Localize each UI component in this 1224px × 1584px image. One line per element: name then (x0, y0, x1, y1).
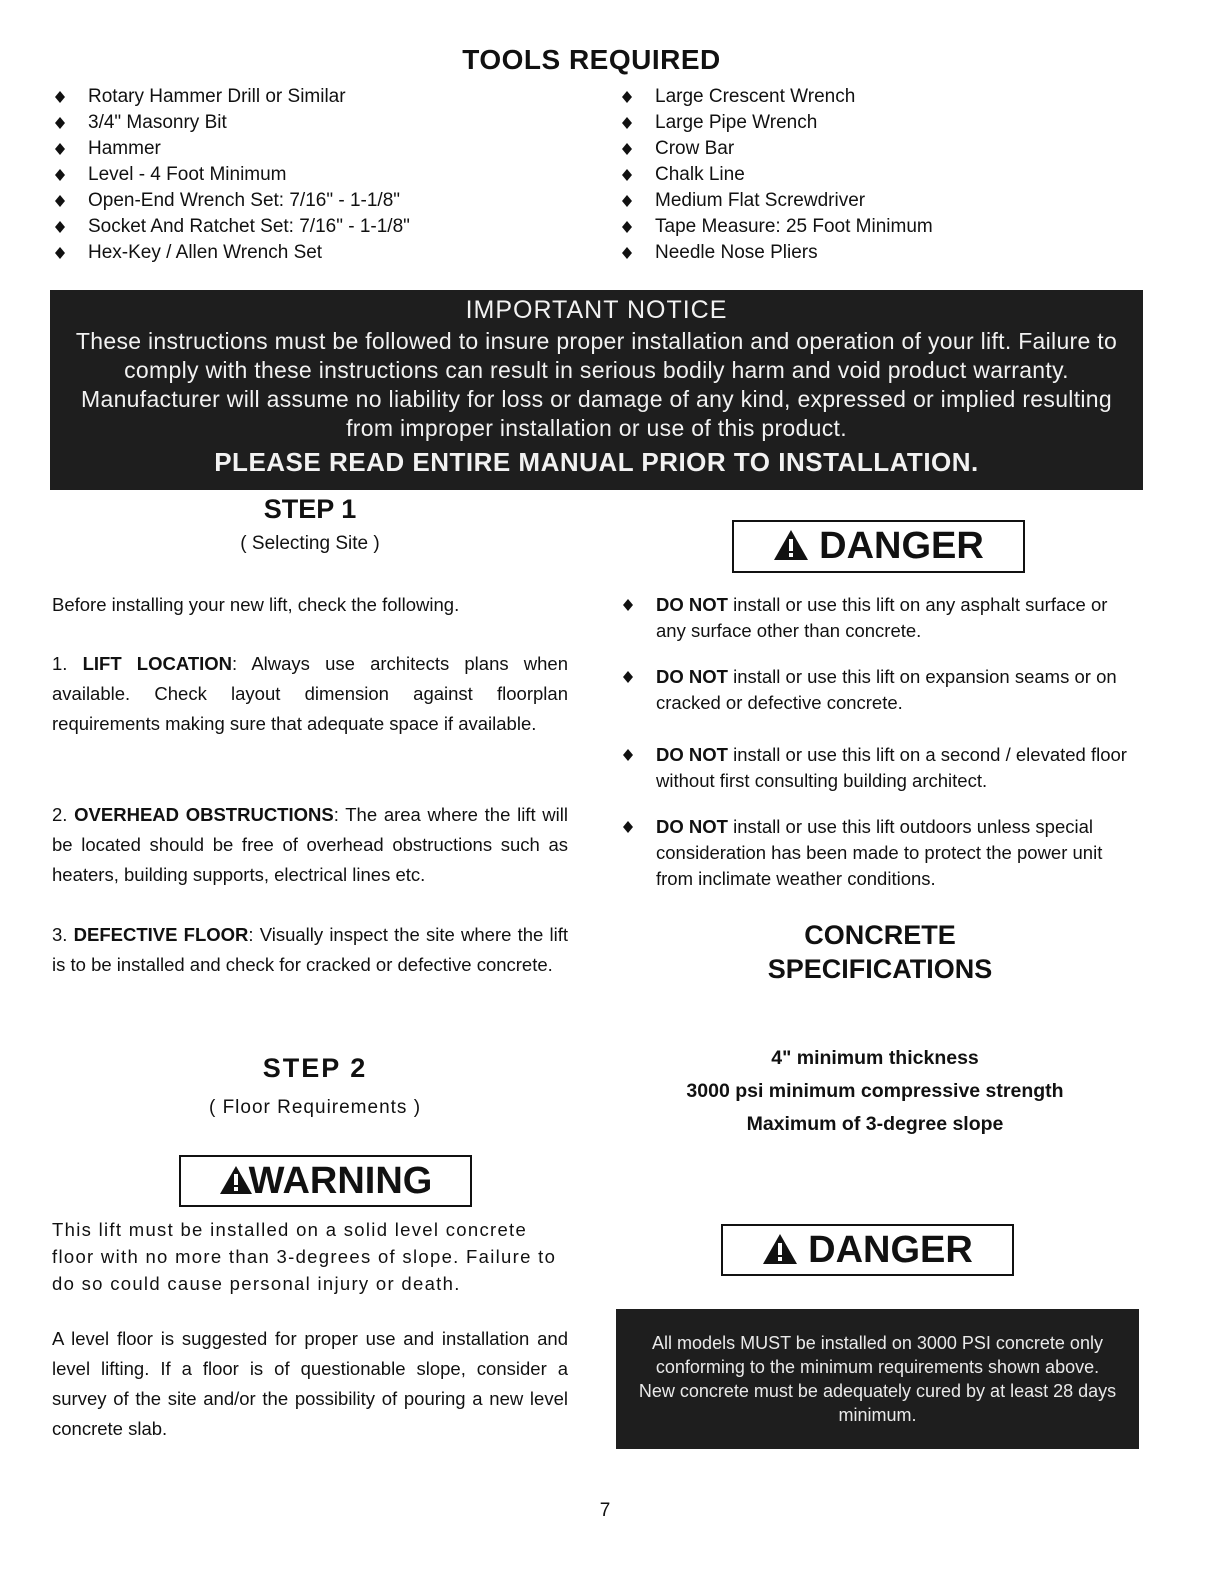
tool-item (619, 214, 933, 240)
concrete-spec-line: 3000 psi minimum compressive strength (686, 1080, 1064, 1102)
concrete-title-line1: CONCRETE (804, 920, 956, 950)
page-title: TOOLS REQUIRED (462, 44, 721, 75)
warning-triangle-icon (219, 1165, 253, 1195)
danger-triangle-icon (762, 1233, 798, 1265)
item-text: : The area where the lift will be located should be free of overhead obstructions such as heaters, building supports, electrical lines etc. (52, 804, 568, 885)
bullet-diamond-icon (621, 221, 633, 233)
bullet-diamond-icon (621, 143, 633, 155)
danger-item-emphasis: DO NOT (656, 594, 728, 615)
danger-item-text: install or use this lift outdoors unless special consideration has been made to protect the power unit from inclimate weather conditions. (656, 816, 1103, 889)
tool-item (52, 162, 410, 188)
tool-label: 3/4" Masonry Bit (88, 112, 227, 133)
tool-label: Medium Flat Screwdriver (655, 190, 866, 211)
item-number: 3. (52, 924, 68, 945)
bullet-diamond-icon (621, 247, 633, 259)
important-notice (50, 290, 1143, 490)
warning-label: WARNING (248, 1160, 433, 1202)
concrete-title-line2: SPECIFICATIONS (767, 954, 993, 984)
tool-item (52, 214, 410, 240)
tool-item (619, 240, 933, 266)
bullet-diamond-icon (621, 195, 633, 207)
concrete-specs (640, 1042, 1110, 1141)
tool-item (619, 188, 933, 214)
danger-item-text: install or use this lift on expansion seams or on cracked or defective concrete. (656, 666, 1117, 713)
danger-item-emphasis: DO NOT (656, 816, 728, 837)
bullet-diamond-icon (54, 143, 66, 155)
item-number: 2. (52, 804, 68, 825)
step2-subtitle: ( Floor Requirements ) (208, 1097, 422, 1118)
danger-label: DANGER (808, 1229, 973, 1271)
bullet-diamond-icon (54, 195, 66, 207)
item-label: DEFECTIVE FLOOR (73, 924, 249, 945)
bullet-diamond-icon (622, 599, 634, 611)
tool-item (619, 84, 933, 110)
step1-title: STEP 1 (263, 494, 357, 524)
step1-item-2 (52, 800, 568, 890)
item-number: 1. (52, 653, 68, 674)
tool-label: Large Pipe Wrench (655, 112, 818, 133)
danger-triangle-icon (773, 529, 809, 561)
danger-item-emphasis: DO NOT (656, 744, 728, 765)
tool-label: Open-End Wrench Set: 7/16" - 1-1/8" (88, 190, 401, 211)
bullet-diamond-icon (54, 221, 66, 233)
tool-label: Socket And Ratchet Set: 7/16" - 1-1/8" (88, 216, 410, 237)
tool-label: Large Crescent Wrench (655, 86, 856, 107)
tools-list-left (52, 84, 410, 266)
page-number: 7 (599, 1500, 611, 1521)
tool-label: Hammer (88, 138, 161, 159)
bullet-diamond-icon (622, 671, 634, 683)
notice-footer: PLEASE READ ENTIRE MANUAL PRIOR TO INSTALLATION. (214, 447, 979, 477)
concrete-danger-text: All models MUST be installed on 3000 PSI concrete only conforming to the minimum requirements shown above. New concrete must be adequately cured by at least 28 days minimum. (638, 1333, 1117, 1425)
bullet-diamond-icon (622, 749, 634, 761)
danger-item (616, 664, 1142, 716)
warning-text: This lift must be installed on a solid level concrete floor with no more than 3-degrees of slope. Failure to do so could cause personal injury or death. (52, 1219, 557, 1294)
tool-label: Level - 4 Foot Minimum (88, 164, 287, 185)
item-text: : Always use architects plans when available. Check layout dimension against floorplan requirements making sure that adequate space if available. (52, 653, 569, 734)
tool-item (619, 162, 933, 188)
bullet-diamond-icon (622, 821, 634, 833)
item-text: : Visually inspect the site where the lift is to be installed and check for cracked or defective concrete. (52, 924, 569, 975)
tool-item (52, 240, 410, 266)
tool-label: Tape Measure: 25 Foot Minimum (655, 216, 933, 237)
tool-item (52, 136, 410, 162)
danger-list (616, 592, 1142, 892)
tool-item (619, 136, 933, 162)
step2-paragraph: A level floor is suggested for proper use and installation and level lifting. If a floor is of questionable slope, consider a survey of the site and/or the possibility of pouring a new level concrete slab. (52, 1328, 568, 1439)
item-label: OVERHEAD OBSTRUCTIONS (74, 804, 334, 825)
bullet-diamond-icon (54, 117, 66, 129)
danger-box-1 (732, 520, 1025, 573)
bullet-diamond-icon (54, 91, 66, 103)
tool-item (52, 188, 410, 214)
danger-item-text: install or use this lift on any asphalt surface or any surface other than concrete. (656, 594, 1108, 641)
tool-label: Chalk Line (655, 164, 745, 185)
tool-label: Needle Nose Pliers (655, 242, 818, 263)
tools-list-right (619, 84, 933, 266)
concrete-title (700, 918, 1060, 986)
bullet-diamond-icon (621, 91, 633, 103)
bullet-diamond-icon (54, 247, 66, 259)
danger-item (616, 814, 1142, 892)
item-label: LIFT LOCATION (82, 653, 233, 674)
danger-box-2 (721, 1224, 1014, 1276)
concrete-spec-line: Maximum of 3-degree slope (746, 1113, 1004, 1135)
step2-title: STEP 2 (262, 1053, 368, 1083)
tool-label: Rotary Hammer Drill or Similar (88, 86, 346, 107)
notice-body: These instructions must be followed to insure proper installation and operation of your lift. Failure to comply with these instructions can result in serious bodily harm and void product warranty. Manufacturer will assume no liability for loss or damage of any kind, expressed or implied resulting from improper installation or use of this product. (75, 328, 1118, 441)
danger-item (616, 592, 1142, 644)
concrete-danger-notice (616, 1309, 1139, 1449)
bullet-diamond-icon (54, 169, 66, 181)
tool-item (52, 84, 410, 110)
tool-label: Crow Bar (655, 138, 735, 159)
step1-item-1 (52, 649, 568, 739)
step1-intro: Before installing your new lift, check the following. (52, 594, 460, 615)
bullet-diamond-icon (621, 117, 633, 129)
tool-item (619, 110, 933, 136)
step1-item-3 (52, 920, 568, 980)
bullet-diamond-icon (621, 169, 633, 181)
danger-item-emphasis: DO NOT (656, 666, 728, 687)
warning-box (179, 1155, 472, 1207)
step1-subtitle: ( Selecting Site ) (240, 533, 380, 554)
notice-heading: IMPORTANT NOTICE (465, 296, 728, 324)
danger-item (616, 742, 1142, 794)
danger-item-text: install or use this lift on a second / elevated floor without first consulting building architect. (656, 744, 1127, 791)
danger-label: DANGER (819, 525, 984, 567)
tool-item (52, 110, 410, 136)
tool-label: Hex-Key / Allen Wrench Set (88, 242, 323, 263)
concrete-spec-line: 4" minimum thickness (771, 1047, 979, 1069)
